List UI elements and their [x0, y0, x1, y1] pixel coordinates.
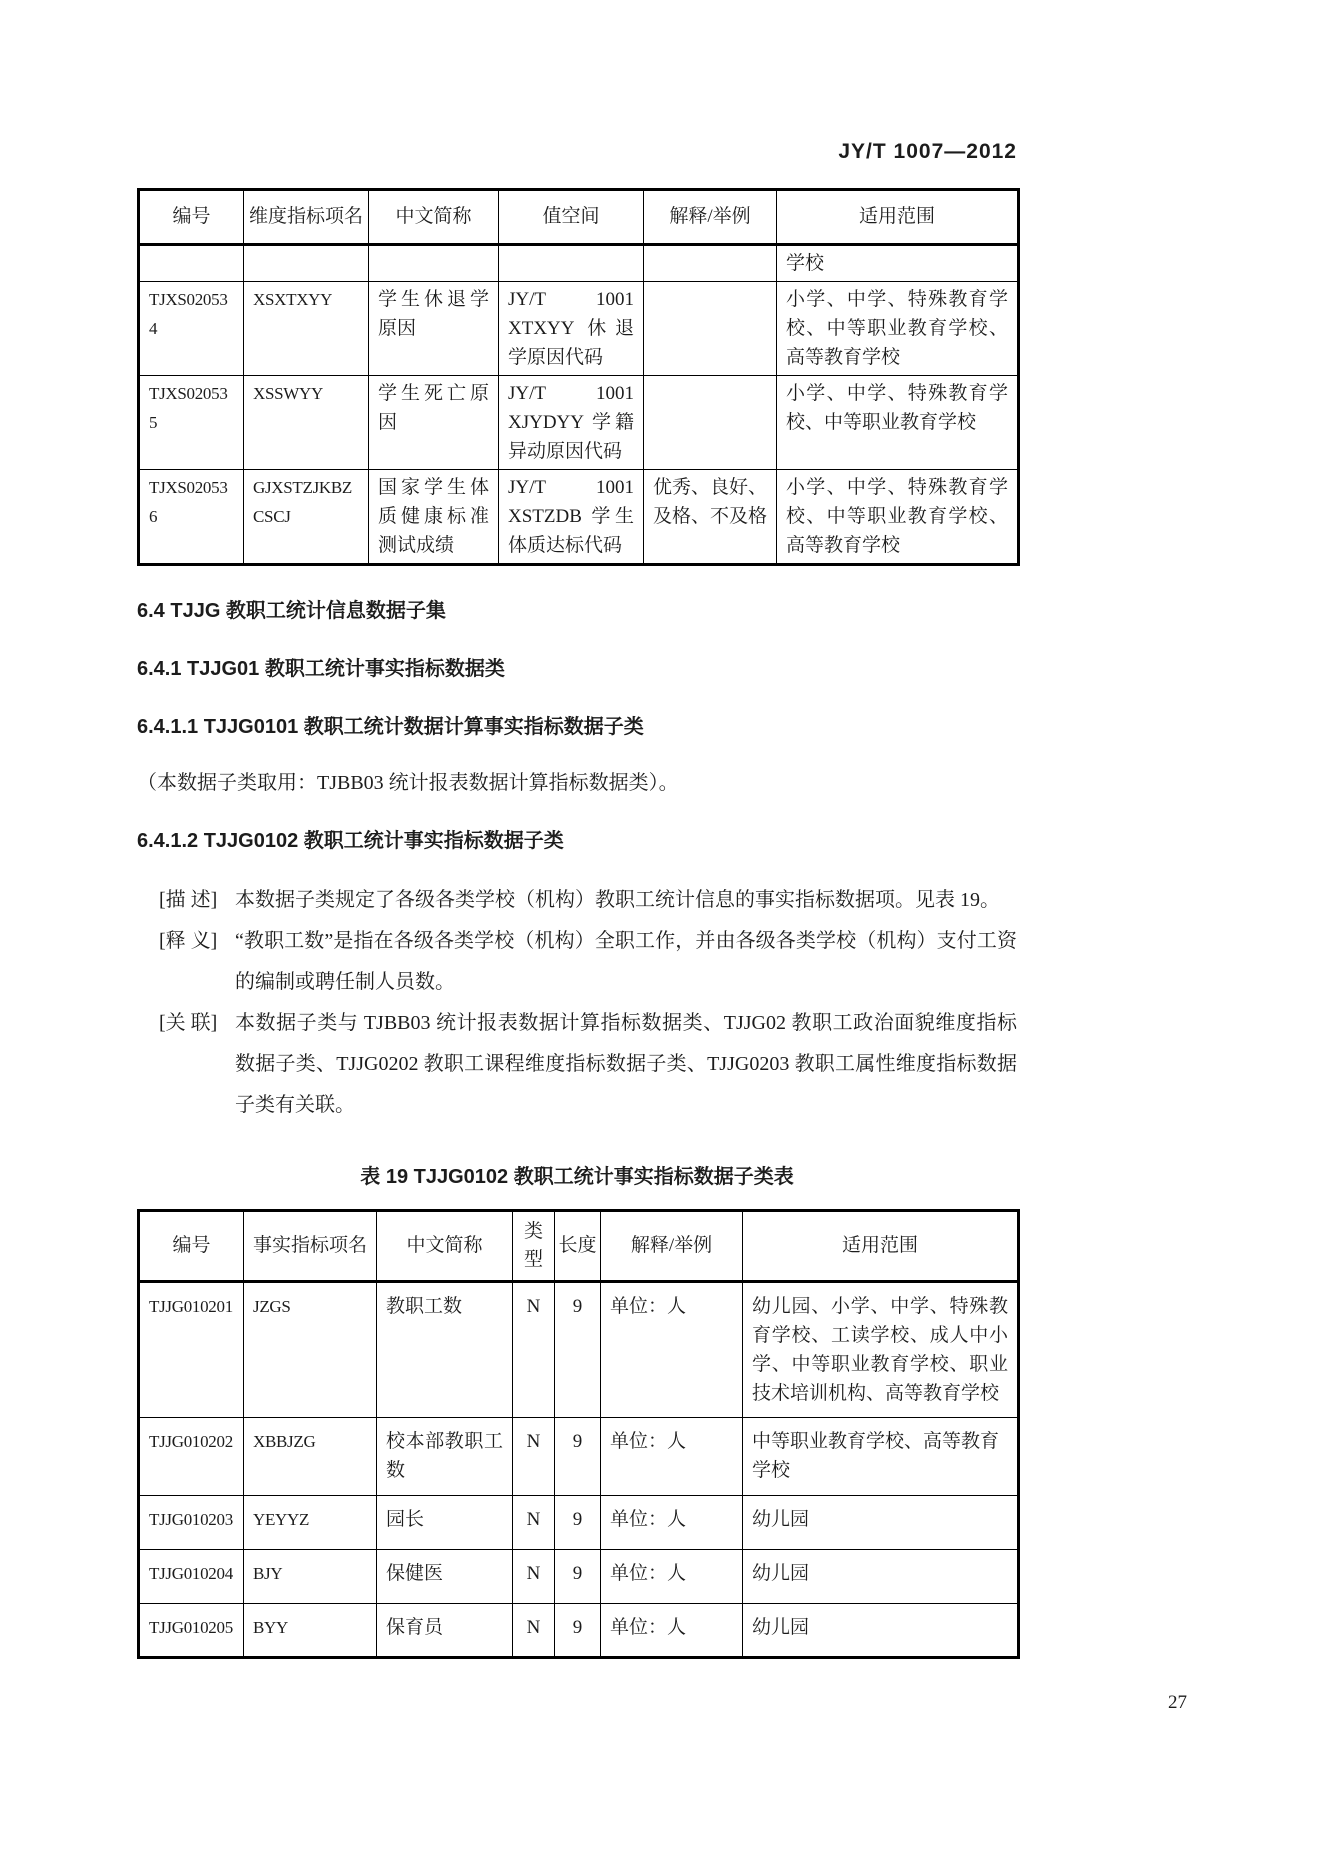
cell-id: TJJG010205 [139, 1604, 244, 1658]
cell-id: TJXS020534 [139, 282, 244, 376]
dimension-indicator-table [137, 188, 1020, 566]
cell-type: N [513, 1604, 555, 1658]
column-header-id: 编号 [139, 190, 244, 245]
cell-example: 单位：人 [601, 1418, 743, 1496]
cell-scope: 小学、中学、特殊教育学校、中等职业教育学校 [777, 376, 1019, 470]
cell-id: TJJG010203 [139, 1496, 244, 1550]
table-row [139, 1496, 1019, 1550]
standard-number: JY/T 1007—2012 [838, 140, 1017, 163]
cell-short-name: 教职工数 [377, 1282, 513, 1418]
cell-scope: 小学、中学、特殊教育学校、中等职业教育学校、高等教育学校 [777, 470, 1019, 565]
cell-example: 单位：人 [601, 1496, 743, 1550]
cell-scope: 幼儿园 [743, 1496, 1019, 1550]
table-row [139, 1550, 1019, 1604]
annotation-relation [137, 1003, 1017, 1126]
cell-example: 优秀、良好、及格、不及格 [644, 470, 777, 565]
cell-short-name: 学生休退学原因 [369, 282, 499, 376]
cell-name: XSSWYY [244, 376, 369, 470]
cell-short-name: 保健医 [377, 1550, 513, 1604]
annotation-text: 本数据子类与 TJBB03 统计报表数据计算指标数据类、TJJG02 教职工政治面貌维度指标数据子类、TJJG0202 教职工课程维度指标数据子类、TJJG0203 教职工属性维度指标数据子类有关联。 [235, 1012, 1017, 1116]
cell-value-space [499, 245, 644, 282]
cell-short-name: 保育员 [377, 1604, 513, 1658]
cell-length: 9 [555, 1418, 601, 1496]
section-heading-6-4: 6.4 TJJG 教职工统计信息数据子集 [137, 600, 446, 622]
cell-id: TJXS020536 [139, 470, 244, 565]
annotation-text: “教职工数”是指在各级各类学校（机构）全职工作，并由各级各类学校（机构）支付工资的编制或聘任制人员数。 [235, 930, 1017, 993]
cell-length: 9 [555, 1550, 601, 1604]
cell-example: 单位：人 [601, 1550, 743, 1604]
cell-name: BYY [244, 1604, 377, 1658]
annotation-tag: [描 述] [159, 889, 218, 911]
table-19-caption: 表 19 TJJG0102 教职工统计事实指标数据子类表 [360, 1166, 794, 1188]
column-header-example: 解释/举例 [601, 1211, 743, 1282]
table-row [139, 1418, 1019, 1496]
annotation-description [137, 880, 1017, 921]
column-header-scope: 适用范围 [743, 1211, 1019, 1282]
cell-length: 9 [555, 1282, 601, 1418]
cell-type: N [513, 1418, 555, 1496]
cell-example: 单位：人 [601, 1282, 743, 1418]
cell-id: TJJG010201 [139, 1282, 244, 1418]
cell-id: TJJG010202 [139, 1418, 244, 1496]
cell-name: GJXSTZJKBZCSCJ [244, 470, 369, 565]
section-heading-6-4-1: 6.4.1 TJJG01 教职工统计事实指标数据类 [137, 658, 505, 680]
cell-id: TJXS020535 [139, 376, 244, 470]
cell-example [644, 376, 777, 470]
cell-name: JZGS [244, 1282, 377, 1418]
table-row [139, 1282, 1019, 1418]
column-header-scope: 适用范围 [777, 190, 1019, 245]
table-row [139, 376, 1019, 470]
table-row [139, 470, 1019, 565]
cell-id: TJJG010204 [139, 1550, 244, 1604]
column-header-short-name: 中文简称 [377, 1211, 513, 1282]
table-row [139, 1604, 1019, 1658]
page-content [137, 140, 1017, 1659]
cell-scope: 中等职业教育学校、高等教育学校 [743, 1418, 1019, 1496]
cell-type: N [513, 1282, 555, 1418]
section-note: （本数据子类取用：TJBB03 统计报表数据计算指标数据类）。 [137, 772, 679, 794]
cell-short-name [369, 245, 499, 282]
cell-short-name: 学生死亡原因 [369, 376, 499, 470]
column-header-id: 编号 [139, 1211, 244, 1282]
cell-name: XBBJZG [244, 1418, 377, 1496]
cell-scope: 小学、中学、特殊教育学校、中等职业教育学校、高等教育学校 [777, 282, 1019, 376]
annotation-text: 本数据子类规定了各级各类学校（机构）教职工统计信息的事实指标数据项。见表 19。 [235, 889, 1000, 911]
cell-type: N [513, 1550, 555, 1604]
table-header-row [139, 190, 1019, 245]
cell-name [244, 245, 369, 282]
cell-value-space: JY/T 1001 XSTZDB 学生体质达标代码 [499, 470, 644, 565]
table-row [139, 282, 1019, 376]
cell-name: YEYYZ [244, 1496, 377, 1550]
cell-scope: 幼儿园、小学、中学、特殊教育学校、工读学校、成人中小学、中等职业教育学校、职业技术培训机构、高等教育学校 [743, 1282, 1019, 1418]
column-header-name: 维度指标项名 [244, 190, 369, 245]
annotation-block [137, 880, 1017, 1126]
cell-short-name: 校本部教职工数 [377, 1418, 513, 1496]
cell-length: 9 [555, 1496, 601, 1550]
column-header-type: 类型 [513, 1211, 555, 1282]
section-heading-6-4-1-1: 6.4.1.1 TJJG0101 教职工统计数据计算事实指标数据子类 [137, 716, 644, 738]
column-header-name: 事实指标项名 [244, 1211, 377, 1282]
section-heading-6-4-1-2: 6.4.1.2 TJJG0102 教职工统计事实指标数据子类 [137, 830, 564, 852]
table-row-continuation [139, 245, 1019, 282]
column-header-short-name: 中文简称 [369, 190, 499, 245]
cell-scope: 学校 [777, 245, 1019, 282]
cell-value-space: JY/T 1001 XTXYY 休退学原因代码 [499, 282, 644, 376]
cell-length: 9 [555, 1604, 601, 1658]
cell-value-space: JY/T 1001 XJYDYY 学籍异动原因代码 [499, 376, 644, 470]
cell-example: 单位：人 [601, 1604, 743, 1658]
cell-name: XSXTXYY [244, 282, 369, 376]
column-header-length: 长度 [555, 1211, 601, 1282]
page-number: 27 [1168, 1692, 1187, 1713]
cell-example [644, 282, 777, 376]
annotation-tag: [释 义] [159, 930, 218, 952]
cell-short-name: 国家学生体质健康标准测试成绩 [369, 470, 499, 565]
cell-type: N [513, 1496, 555, 1550]
cell-short-name: 园长 [377, 1496, 513, 1550]
fact-indicator-table [137, 1209, 1020, 1659]
annotation-definition [137, 921, 1017, 1003]
cell-example [644, 245, 777, 282]
column-header-example: 解释/举例 [644, 190, 777, 245]
annotation-tag: [关 联] [159, 1012, 218, 1034]
cell-scope: 幼儿园 [743, 1604, 1019, 1658]
cell-scope: 幼儿园 [743, 1550, 1019, 1604]
column-header-value-space: 值空间 [499, 190, 644, 245]
table-header-row [139, 1211, 1019, 1282]
cell-id [139, 245, 244, 282]
cell-name: BJY [244, 1550, 377, 1604]
